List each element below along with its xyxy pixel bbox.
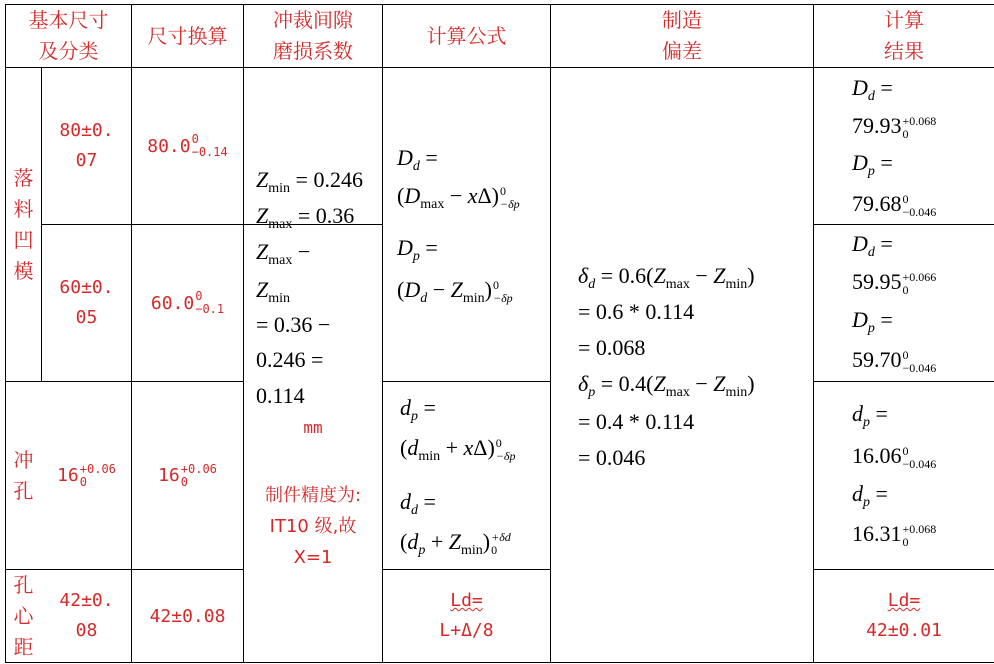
- formula-ld-expr: L+Δ/8: [439, 620, 494, 641]
- r4-basic-size: 42±0. 08: [59, 590, 114, 641]
- group-blanking-die: 落 料 凹 模: [13, 165, 34, 283]
- result-ld-label: Ld=: [887, 590, 921, 611]
- result-r3-dp-value: 16.06 0 −0.046: [852, 443, 937, 471]
- formula-punch-dd-expr: $(d_p + Z_{min})$ +δd 0: [400, 529, 511, 558]
- header-deviation: 制造 偏差: [662, 8, 702, 63]
- formula-dd-expr: $(D_{max} - x\Delta)$ 0 −δp: [397, 183, 520, 212]
- formula-dd-label: $D_d$ =: [397, 145, 438, 174]
- row-divider-2-result: [813, 381, 994, 382]
- result-ld-value: 42±0.01: [866, 620, 942, 641]
- result-r2-dd-value: 59.95 +0.066 0: [852, 269, 937, 297]
- header-basic-size: 基本尺寸 及分类: [28, 8, 109, 63]
- deviation-delta-p: $\delta_p = 0.4(Z_{max} - Z_{min})$: [578, 371, 755, 400]
- result-r1-dd-value: 79.93 +0.068 0: [852, 113, 937, 141]
- row-divider-3-result: [813, 569, 994, 570]
- deviation-line5: = 0.4 * 0.114: [578, 409, 695, 434]
- result-r2-dd-label: $D_d$ =: [852, 231, 893, 260]
- col-divider-3: [382, 4, 383, 663]
- result-r2-dp-label: $D_p$ =: [852, 307, 893, 336]
- deviation-line2: = 0.6 * 0.114: [578, 299, 695, 324]
- deviation-line6: = 0.046: [578, 445, 646, 470]
- r2-basic-size: 60±0. 05: [59, 277, 114, 328]
- result-r1-dp-label: $D_p$ =: [852, 150, 893, 179]
- result-r1-dd-label: $D_d$ =: [852, 75, 893, 104]
- r2-size-conversion: 60.0 0 −0.1: [150, 289, 225, 316]
- r4-size-conversion: 42±0.08: [149, 605, 226, 627]
- header-size-conversion: 尺寸换算: [147, 23, 228, 48]
- deviation-delta-d: $\delta_d = 0.6(Z_{max} - Z_{min})$: [578, 263, 755, 292]
- col-divider-5: [813, 4, 814, 663]
- result-r1-dp-value: 79.68 0 −0.046: [852, 191, 937, 219]
- group-punching: 冲 孔: [13, 447, 34, 503]
- clearance-unit: mm: [303, 418, 323, 437]
- formula-punch-dp-label: $d_p$ =: [400, 395, 436, 424]
- header-result: 计算 结果: [884, 8, 924, 63]
- r3-basic-size: 16 +0.06 0: [57, 461, 116, 489]
- col-divider-4: [550, 4, 551, 663]
- result-r3-dp2-value: 16.31 +0.068 0: [852, 521, 937, 549]
- r3-size-conversion: 16 +0.06 0: [158, 461, 217, 489]
- formula-dp-label: $D_p$ =: [397, 235, 438, 264]
- clearance-diff-line2: $Z_{min}$: [256, 277, 291, 306]
- row-divider-1-result: [813, 224, 994, 225]
- formula-dp-expr: $(D_d - Z_{min})$ 0 −δp: [397, 277, 513, 306]
- clearance-zmin: $Z_{min} = 0.246$: [256, 167, 363, 196]
- result-r3-dp2-label: $d_p$ =: [852, 481, 888, 510]
- formula-punch-dp-expr: $(d_{min} + x\Delta)$ 0 −δp: [400, 435, 516, 464]
- result-r2-dp-value: 59.70 0 −0.046: [852, 347, 937, 375]
- result-r3-dp-label: $d_p$ =: [852, 401, 888, 430]
- header-clearance: 冲裁间隙 磨损系数: [273, 8, 353, 63]
- formula-punch-dd-label: $d_d$ =: [400, 489, 436, 518]
- r1-basic-size: 80±0. 07: [59, 120, 114, 171]
- clearance-diff-line5: 0.114: [256, 383, 305, 408]
- clearance-zmax: $Z_{max} = 0.36$: [256, 203, 355, 232]
- header-formula: 计算公式: [426, 23, 507, 48]
- row-divider-2-formula: [382, 381, 550, 382]
- clearance-precision-note: 制件精度为: IT10 级,故 X=1: [264, 485, 362, 568]
- row-divider-3-formula: [382, 569, 550, 570]
- group-hole-distance: 孔 心 距: [13, 572, 34, 659]
- clearance-diff-line1: $Z_{max}$ −: [256, 239, 311, 268]
- deviation-line3: = 0.068: [578, 335, 646, 360]
- table-border-bottom: [5, 662, 994, 663]
- clearance-diff-line3: = 0.36 −: [256, 312, 331, 337]
- clearance-diff-line4: 0.246 =: [256, 347, 324, 372]
- formula-ld-label: Ld=: [450, 590, 483, 611]
- r1-size-conversion: 80.0 0 −0.14: [147, 132, 228, 159]
